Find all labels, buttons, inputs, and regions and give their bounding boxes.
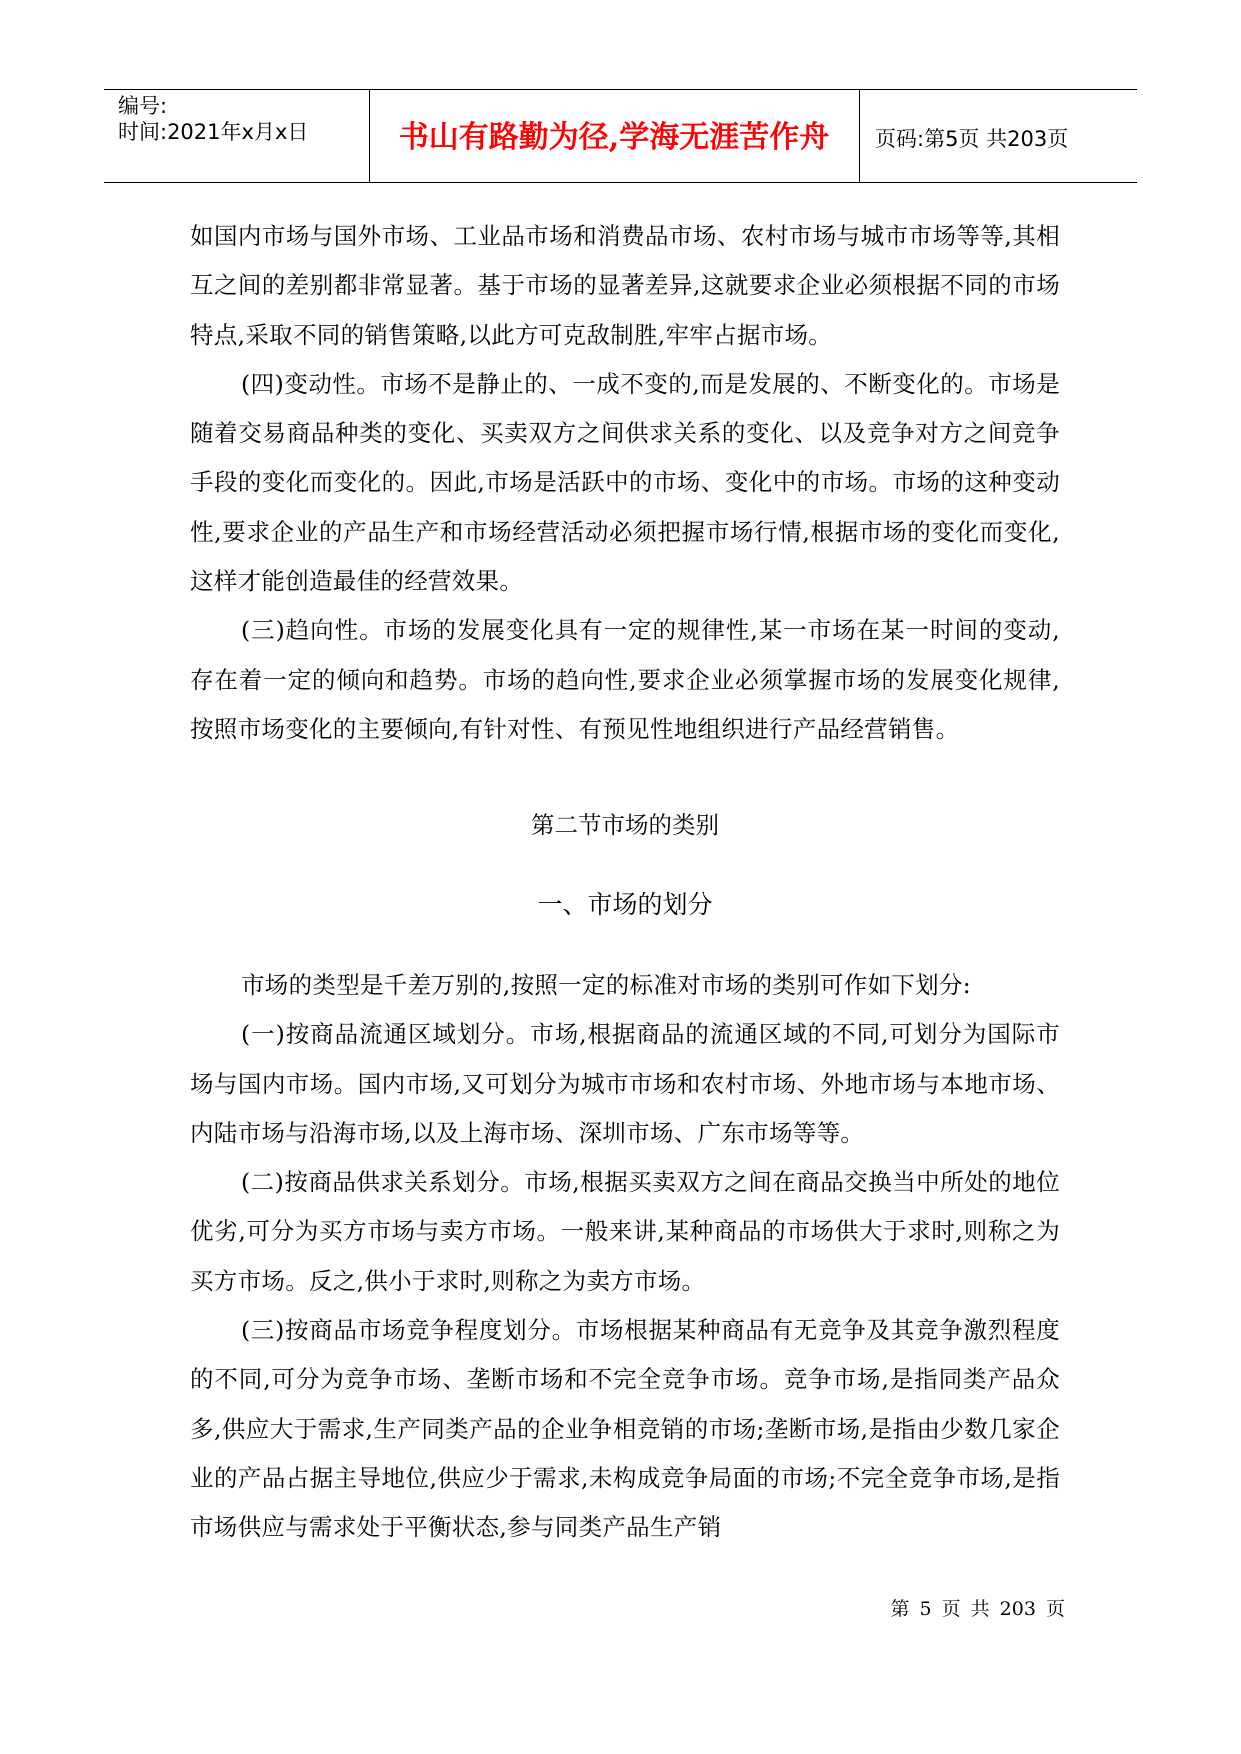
section-title: 第二节市场的类别 <box>531 811 719 839</box>
header-meta <box>104 90 369 182</box>
body-block-1 <box>190 212 1060 754</box>
page-footer: 第 5 页 共 203 页 <box>890 1598 1065 1620</box>
document-number-label: 编号: <box>118 94 168 118</box>
header-divider <box>859 90 860 182</box>
paragraph: (一)按商品流通区域划分。市场,根据商品的流通区域的不同,可划分为国际市场与国内市场。国内市场,又可划分为城市市场和农村市场、外地市场与本地市场、内陆市场与沿海市场,以及上海市场、深圳市场、广东市场等等。 <box>190 1020 1060 1147</box>
paragraph: (二)按商品供求关系划分。市场,根据买卖双方之间在商品交换当中所处的地位优劣,可分为买方市场与卖方市场。一般来讲,某种商品的市场供大于求时,则称之为买方市场。反之,供小于求时,则称之为卖方市场。 <box>190 1168 1060 1295</box>
paragraph: (四)变动性。市场不是静止的、一成不变的,而是发展的、不断变化的。市场是随着交易商品种类的变化、买卖双方之间供求关系的变化、以及竞争对方之间竞争手段的变化而变化的。因此,市场是活跃中的市场、变化中的市场。市场的这种变动性,要求企业的产品生产和市场经营活动必须把握市场行情,根据市场的变化而变化,这样才能创造最佳的经营效果。 <box>190 369 1060 596</box>
page-header <box>104 89 1137 183</box>
subsection-title: 一、市场的划分 <box>537 890 713 919</box>
body-block-2 <box>190 961 1060 1553</box>
paragraph: 如国内市场与国外市场、工业品市场和消费品市场、农村市场与城市市场等等,其相互之间的差别都非常显著。基于市场的显著差异,这就要求企业必须根据不同的市场特点,采取不同的销售策略,以此方可克敌制胜,牢牢占据市场。 <box>190 222 1060 349</box>
header-page-code: 页码:第5页 共203页 <box>875 127 1069 151</box>
document-time: 时间:2021年x月x日 <box>118 120 309 144</box>
header-motto: 书山有路勤为径,学海无涯苦作舟 <box>398 120 830 155</box>
paragraph: 市场的类型是千差万别的,按照一定的标准对市场的类别可作如下划分: <box>241 971 971 999</box>
paragraph: (三)趋向性。市场的发展变化具有一定的规律性,某一市场在某一时间的变动,存在着一定的倾向和趋势。市场的趋向性,要求企业必须掌握市场的发展变化规律,按照市场变化的主要倾向,有针对性、有预见性地组织进行产品经营销售。 <box>190 616 1060 743</box>
paragraph: (三)按商品市场竞争程度划分。市场根据某种商品有无竞争及其竞争激烈程度的不同,可分为竞争市场、垄断市场和不完全竞争市场。竞争市场,是指同类产品众多,供应大于需求,生产同类产品的企业争相竞销的市场;垄断市场,是指由少数几家企业的产品占据主导地位,供应少于需求,未构成竞争局面的市场;不完全竞争市场,是指市场供应与需求处于平衡状态,参与同类产品生产销 <box>190 1316 1060 1542</box>
